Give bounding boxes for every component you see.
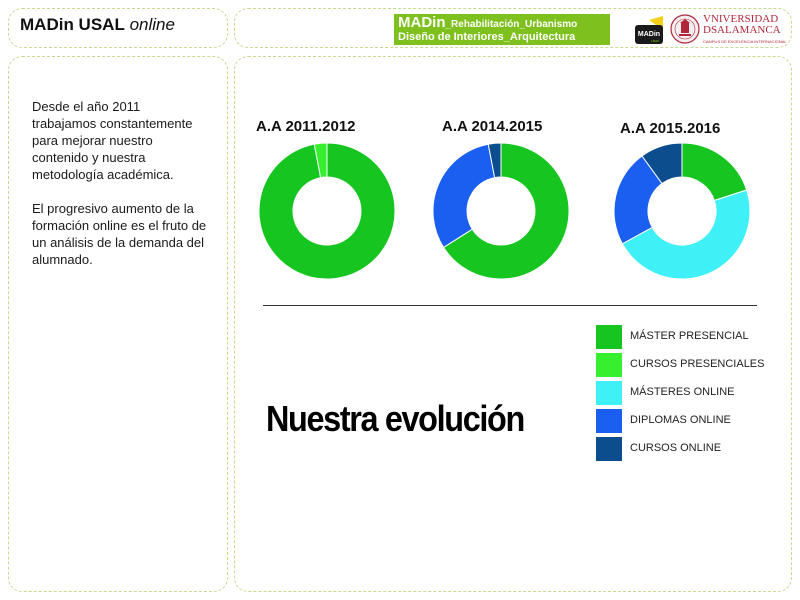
madin-logo-icon (634, 16, 664, 45)
brand-name: MADin (398, 14, 446, 31)
app-title (20, 15, 175, 35)
legend-label: DIPLOMAS ONLINE (630, 414, 731, 426)
donut-slice-diplomas-online (433, 144, 495, 247)
university-name (703, 14, 781, 36)
section-divider (263, 305, 757, 306)
donut-chart-2011 (257, 141, 397, 281)
legend-swatch (596, 437, 622, 461)
university-subtitle: CAMPUS DE EXCELENCIA INTERNACIONAL (703, 39, 787, 44)
donut-chart-2014 (431, 141, 571, 281)
legend-item (596, 353, 786, 377)
chart-title-2015: A.A 2015.2016 (620, 120, 721, 137)
headline: Nuestra evolución (266, 398, 524, 439)
donut-slice-master-presencial (682, 143, 747, 200)
intro-paragraph-2: El progresivo aumento de la formación online es el fruto de un análisis de la demanda del alumnado. (32, 201, 207, 267)
svg-text:MADin: MADin (637, 31, 661, 38)
app-title-italic: online (129, 15, 175, 34)
university-name-line2: DSALAMANCA (703, 24, 781, 36)
brand-specialties: _Rehabilitación_Urbanismo (445, 19, 578, 30)
legend-label: MÁSTER PRESENCIAL (630, 330, 749, 342)
intro-text (32, 98, 208, 285)
legend-item (596, 381, 786, 405)
legend-item (596, 325, 786, 349)
chart-title-2011: A.A 2011.2012 (256, 118, 356, 135)
legend-swatch (596, 409, 622, 433)
legend-item (596, 409, 786, 433)
app-title-bold: MADin USAL (20, 15, 125, 34)
legend-swatch (596, 381, 622, 405)
legend-label: CURSOS ONLINE (630, 442, 722, 454)
chart-title-2014: A.A 2014.2015 (442, 118, 543, 135)
legend-label: CURSOS PRESENCIALES (630, 358, 765, 370)
university-seal-icon (670, 13, 700, 45)
intro-paragraph-1: Desde el año 2011 trabajamos constantemente para mejorar nuestro contenido y nuestra metodología académica. (32, 99, 193, 182)
donut-chart-2015 (612, 141, 752, 281)
legend-swatch (596, 353, 622, 377)
svg-text:usal: usal (651, 38, 659, 43)
brand-banner (394, 14, 610, 45)
legend-item (596, 437, 786, 461)
legend-swatch (596, 325, 622, 349)
university-name-line1: VNIVERSIDAD (703, 13, 779, 25)
brand-subtitle: Diseño de Interiores_Arquitectura (398, 31, 576, 43)
legend-label: MÁSTERES ONLINE (630, 386, 735, 398)
